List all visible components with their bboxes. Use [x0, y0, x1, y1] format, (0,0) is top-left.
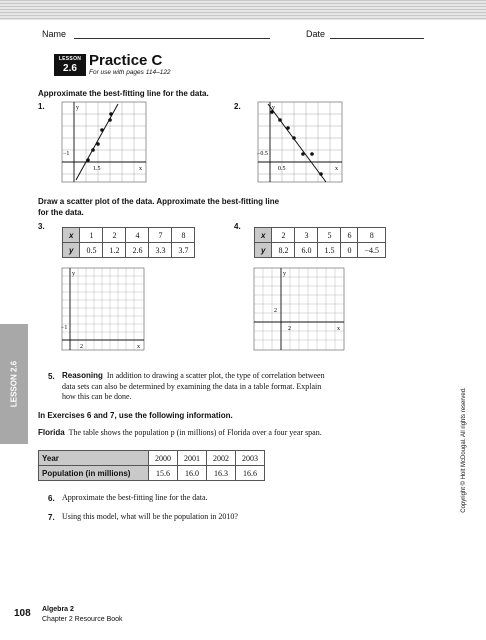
- copyright-notice: Copyright © Holt McDougal. All rights reserved.: [461, 387, 467, 513]
- problem3-y-cell: 3.7: [172, 243, 195, 258]
- problem4-x-cell: 8: [358, 228, 386, 243]
- problem1-number: 1.: [38, 102, 45, 111]
- problem3-y-header: y: [63, 243, 80, 258]
- problem4-x-cell: 3: [295, 228, 318, 243]
- problem3-x-cell: 4: [126, 228, 149, 243]
- problem3-y-cell: 0.5: [80, 243, 103, 258]
- problem4-x-cell: 6: [341, 228, 358, 243]
- date-label: Date: [306, 29, 326, 39]
- problem7-text: Using this model, what will be the population in 2010?: [62, 512, 238, 521]
- section2-instruction-line2: for the data.: [38, 208, 84, 217]
- year-cell: 2000: [149, 451, 178, 466]
- problem3-x-header: x: [63, 228, 80, 243]
- section3-instruction: In Exercises 6 and 7, use the following information.: [38, 411, 233, 420]
- problem3-grid[interactable]: [62, 268, 144, 350]
- population-cell: 16.6: [236, 466, 265, 481]
- problem3-x-cell: 1: [80, 228, 103, 243]
- problem4-y-cell: 0: [341, 243, 358, 258]
- problem1-x-axis: x: [139, 166, 142, 172]
- problem3-y-cell: 3.3: [149, 243, 172, 258]
- book-title: Algebra 2: [42, 606, 74, 613]
- population-cell: 16.3: [207, 466, 236, 481]
- problem3-grid-x-tick: 2: [80, 344, 83, 350]
- problem4-grid[interactable]: [254, 268, 344, 350]
- year-cell: 2001: [178, 451, 207, 466]
- problem4-grid-y-axis: y: [283, 271, 286, 277]
- problem3-x-cell: 2: [103, 228, 126, 243]
- problem1-graph: [62, 102, 146, 182]
- page-top-band: [0, 0, 486, 20]
- page-title: Practice C: [89, 52, 163, 69]
- lesson-tag: [54, 54, 86, 76]
- problem2-y-tick: −0.5: [257, 151, 268, 157]
- problem3-grid-x-axis: x: [137, 344, 140, 350]
- population-header: Population (in millions): [39, 466, 149, 481]
- year-cell: 2003: [236, 451, 265, 466]
- problem4-x-header: x: [255, 228, 272, 243]
- lesson-tag-label: LESSON: [58, 56, 82, 62]
- year-cell: 2002: [207, 451, 236, 466]
- lesson-tag-number: 2.6: [63, 63, 77, 74]
- section2-instruction: [38, 196, 279, 218]
- florida-text: [38, 428, 408, 439]
- problem5-line3: how this can be done.: [62, 392, 132, 401]
- page-number: 108: [14, 608, 31, 619]
- problem7-number: 7.: [48, 513, 55, 522]
- lesson-side-tab: [0, 324, 28, 444]
- population-cell: 15.6: [149, 466, 178, 481]
- florida-description: The table shows the population p (in millions) of Florida over a four year span.: [68, 428, 322, 437]
- date-line[interactable]: [330, 38, 424, 39]
- problem1-y-axis: y: [76, 105, 79, 111]
- problem1-x-tick: 1.5: [93, 166, 101, 172]
- problem3-grid-y-axis: y: [72, 271, 75, 277]
- problem4-y-cell: 1.5: [318, 243, 341, 258]
- problem4-y-header: y: [255, 243, 272, 258]
- problem2-x-axis: x: [335, 166, 338, 172]
- problem4-x-cell: 2: [272, 228, 295, 243]
- population-table: [38, 450, 265, 481]
- lesson-side-tab-label: LESSON 2.6: [9, 360, 19, 408]
- problem3-grid-y-tick: −1: [61, 325, 68, 331]
- problem3-x-cell: 8: [172, 228, 195, 243]
- book-subtitle: Chapter 2 Resource Book: [42, 616, 123, 623]
- problem3-x-cell: 7: [149, 228, 172, 243]
- problem4-y-cell: −4.5: [358, 243, 386, 258]
- problem2-number: 2.: [234, 102, 241, 111]
- problem4-grid-x-axis: x: [337, 326, 340, 332]
- name-line[interactable]: [74, 38, 270, 39]
- florida-bold: Florida: [38, 428, 65, 437]
- problem5-number: 5.: [48, 372, 55, 381]
- problem4-grid-y-tick: 2: [274, 308, 277, 314]
- problem3-number: 3.: [38, 222, 45, 231]
- problem1-y-tick: −1: [63, 151, 70, 157]
- problem4-y-cell: 8.2: [272, 243, 295, 258]
- population-cell: 16.0: [178, 466, 207, 481]
- problem6-text: Approximate the best-fitting line for the data.: [62, 493, 208, 502]
- problem3-y-cell: 1.2: [103, 243, 126, 258]
- problem4-x-cell: 5: [318, 228, 341, 243]
- problem3-y-cell: 2.6: [126, 243, 149, 258]
- problem4-number: 4.: [234, 222, 241, 231]
- problem4-grid-x-tick: 2: [288, 326, 291, 332]
- problem4-y-cell: 6.0: [295, 243, 318, 258]
- section1-instruction: Approximate the best-fitting line for the data.: [38, 89, 209, 98]
- problem5-line2: data sets can also be determined by examining the data in a table format. Explain: [62, 381, 322, 391]
- problem5-bold: Reasoning: [62, 371, 103, 380]
- year-header: Year: [39, 451, 149, 466]
- problem2-y-axis: y: [272, 105, 275, 111]
- problem4-table: [254, 227, 386, 258]
- problem5-text: [62, 371, 382, 403]
- problem6-number: 6.: [48, 494, 55, 503]
- problem5-line1: In addition to drawing a scatter plot, the type of correlation between: [106, 371, 325, 380]
- problem3-table: [62, 227, 195, 258]
- page-subtitle: For use with pages 114–122: [89, 69, 171, 76]
- section2-instruction-line1: Draw a scatter plot of the data. Approximate the best-fitting line: [38, 197, 280, 206]
- problem2-graph: [258, 102, 342, 182]
- problem2-x-tick: 0.5: [278, 166, 286, 172]
- name-label: Name: [42, 29, 67, 39]
